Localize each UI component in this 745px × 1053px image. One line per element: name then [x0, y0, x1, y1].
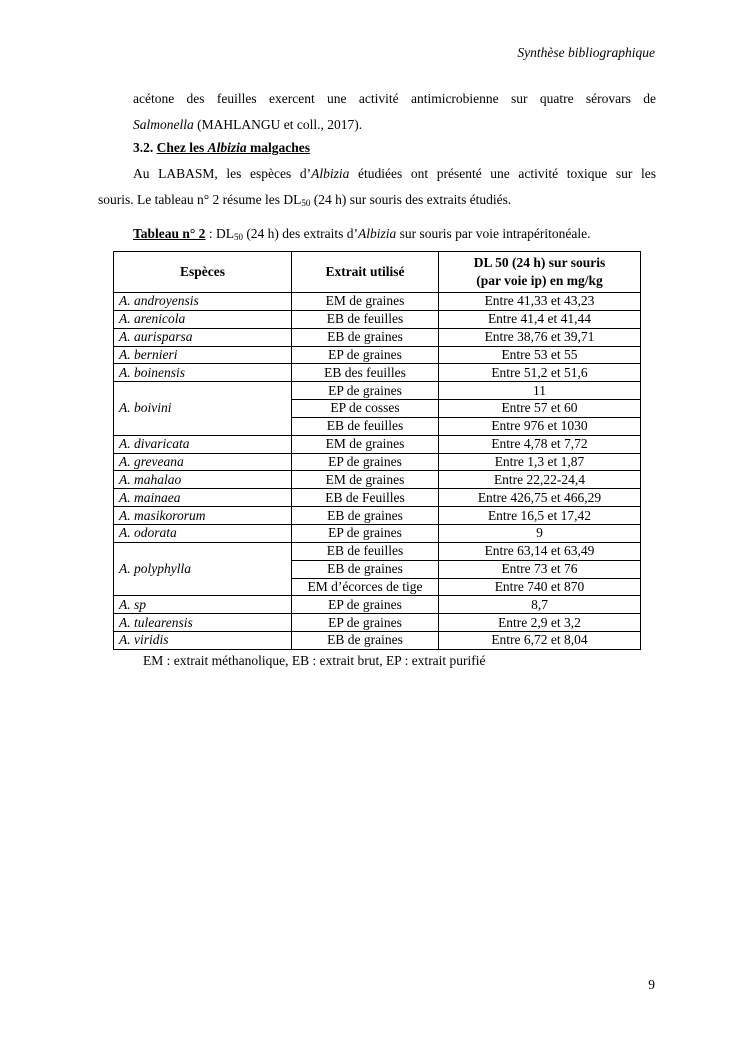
dl50-cell: 11: [439, 382, 641, 400]
species-cell: A. divaricata: [114, 435, 292, 453]
paragraph-line: acétone des feuilles exercent une activité antimicrobienne sur quatre sérovars de: [133, 91, 656, 106]
species-cell: A. viridis: [114, 632, 292, 650]
paragraph-intro: [98, 86, 656, 138]
species-cell: A. mahalao: [114, 471, 292, 489]
species-cell: A. boivini: [114, 382, 292, 436]
dl50-cell: Entre 740 et 870: [439, 578, 641, 596]
paragraph-line: souris. Le tableau n° 2 résume les $DL_{50}$ (24 h) sur souris des extraits étudiés.: [98, 192, 512, 208]
dl50-cell: Entre 53 et 55: [439, 346, 641, 364]
table-row: [114, 453, 641, 471]
table-row: [114, 346, 641, 364]
species-cell: A. mainaea: [114, 489, 292, 507]
dl50-cell: Entre 63,14 et 63,49: [439, 542, 641, 560]
extract-cell: EP de graines: [292, 382, 439, 400]
table-row: [114, 524, 641, 542]
column-header-extract: Extrait utilisé: [292, 252, 439, 293]
extract-cell: EP de graines: [292, 524, 439, 542]
paragraph-line: Au LABASM, les espèces d’Albizia étudiées ont présenté une activité toxique sur les: [133, 166, 656, 181]
table-row: [114, 507, 641, 525]
running-header: Synthèse bibliographique: [517, 45, 655, 60]
dl50-cell: Entre 41,4 et 41,44: [439, 310, 641, 328]
species-cell: A. greveana: [114, 453, 292, 471]
species-cell: A. polyphylla: [114, 542, 292, 596]
table-header-row: [114, 252, 641, 293]
extract-cell: EB de feuilles: [292, 417, 439, 435]
paragraph-line: Salmonella (MAHLANGU et coll., 2017).: [133, 117, 363, 132]
table-row: [114, 632, 641, 650]
table-body: [114, 293, 641, 650]
table-row: [114, 596, 641, 614]
dl50-cell: Entre 38,76 et 39,71: [439, 328, 641, 346]
dl50-cell: Entre 57 et 60: [439, 400, 641, 418]
extract-cell: EP de cosses: [292, 400, 439, 418]
table-row: [114, 614, 641, 632]
table-label: Tableau n° 2: [133, 226, 206, 241]
table-caption: Tableau n° 2 : $DL_{50}$ (24 h) des extraits d’Albizia sur souris par voie intrapéritonéale.: [133, 226, 591, 242]
section-heading: [133, 140, 310, 156]
dl50-cell: Entre 4,78 et 7,72: [439, 435, 641, 453]
dl50-cell: Entre 22,22-24,4: [439, 471, 641, 489]
column-header-dl50: DL 50 (24 h) sur souris (par voie ip) en mg/kg: [439, 252, 641, 293]
table-row: [114, 542, 641, 560]
table-row: [114, 364, 641, 382]
extract-cell: EM de graines: [292, 435, 439, 453]
extract-cell: EP de graines: [292, 614, 439, 632]
table-row: [114, 293, 641, 311]
species-cell: A. tulearensis: [114, 614, 292, 632]
extract-cell: EB de graines: [292, 328, 439, 346]
dl50-cell: Entre 6,72 et 8,04: [439, 632, 641, 650]
column-header-species: Espèces: [114, 252, 292, 293]
species-cell: A. odorata: [114, 524, 292, 542]
species-cell: A. masikororum: [114, 507, 292, 525]
extract-cell: EM d’écorces de tige: [292, 578, 439, 596]
dl50-cell: Entre 426,75 et 466,29: [439, 489, 641, 507]
species-cell: A. bernieri: [114, 346, 292, 364]
dl50-cell: Entre 976 et 1030: [439, 417, 641, 435]
species-cell: A. arenicola: [114, 310, 292, 328]
species-cell: A. sp: [114, 596, 292, 614]
extract-cell: EB des feuilles: [292, 364, 439, 382]
species-cell: A. boinensis: [114, 364, 292, 382]
genus-name: Salmonella: [133, 117, 194, 132]
paragraph-labasm: [98, 161, 656, 213]
extract-cell: EM de graines: [292, 293, 439, 311]
extract-cell: EB de graines: [292, 632, 439, 650]
section-number: 3.2.: [133, 140, 154, 155]
extract-cell: EB de feuilles: [292, 310, 439, 328]
extract-cell: EB de feuilles: [292, 542, 439, 560]
species-cell: A. androyensis: [114, 293, 292, 311]
extract-cell: EM de graines: [292, 471, 439, 489]
extract-cell: EP de graines: [292, 596, 439, 614]
species-cell: A. aurisparsa: [114, 328, 292, 346]
section-title: Chez les Albizia malgaches: [156, 140, 311, 155]
dl50-cell: 8,7: [439, 596, 641, 614]
dl50-cell: Entre 16,5 et 17,42: [439, 507, 641, 525]
extract-cell: EB de graines: [292, 560, 439, 578]
table-row: [114, 382, 641, 400]
dl50-cell: Entre 73 et 76: [439, 560, 641, 578]
table-row: [114, 310, 641, 328]
table-row: [114, 435, 641, 453]
dl50-table: [113, 251, 641, 650]
extract-cell: EP de graines: [292, 346, 439, 364]
table-row: [114, 489, 641, 507]
table-footnote: EM : extrait méthanolique, EB : extrait brut, EP : extrait purifié: [143, 653, 486, 668]
dl50-cell: Entre 1,3 et 1,87: [439, 453, 641, 471]
dl50-cell: Entre 51,2 et 51,6: [439, 364, 641, 382]
extract-cell: EB de Feuilles: [292, 489, 439, 507]
extract-cell: EB de graines: [292, 507, 439, 525]
dl50-cell: Entre 41,33 et 43,23: [439, 293, 641, 311]
extract-cell: EP de graines: [292, 453, 439, 471]
dl50-cell: 9: [439, 524, 641, 542]
table-row: [114, 471, 641, 489]
dl50-cell: Entre 2,9 et 3,2: [439, 614, 641, 632]
page-number: 9: [648, 977, 655, 992]
table-row: [114, 328, 641, 346]
